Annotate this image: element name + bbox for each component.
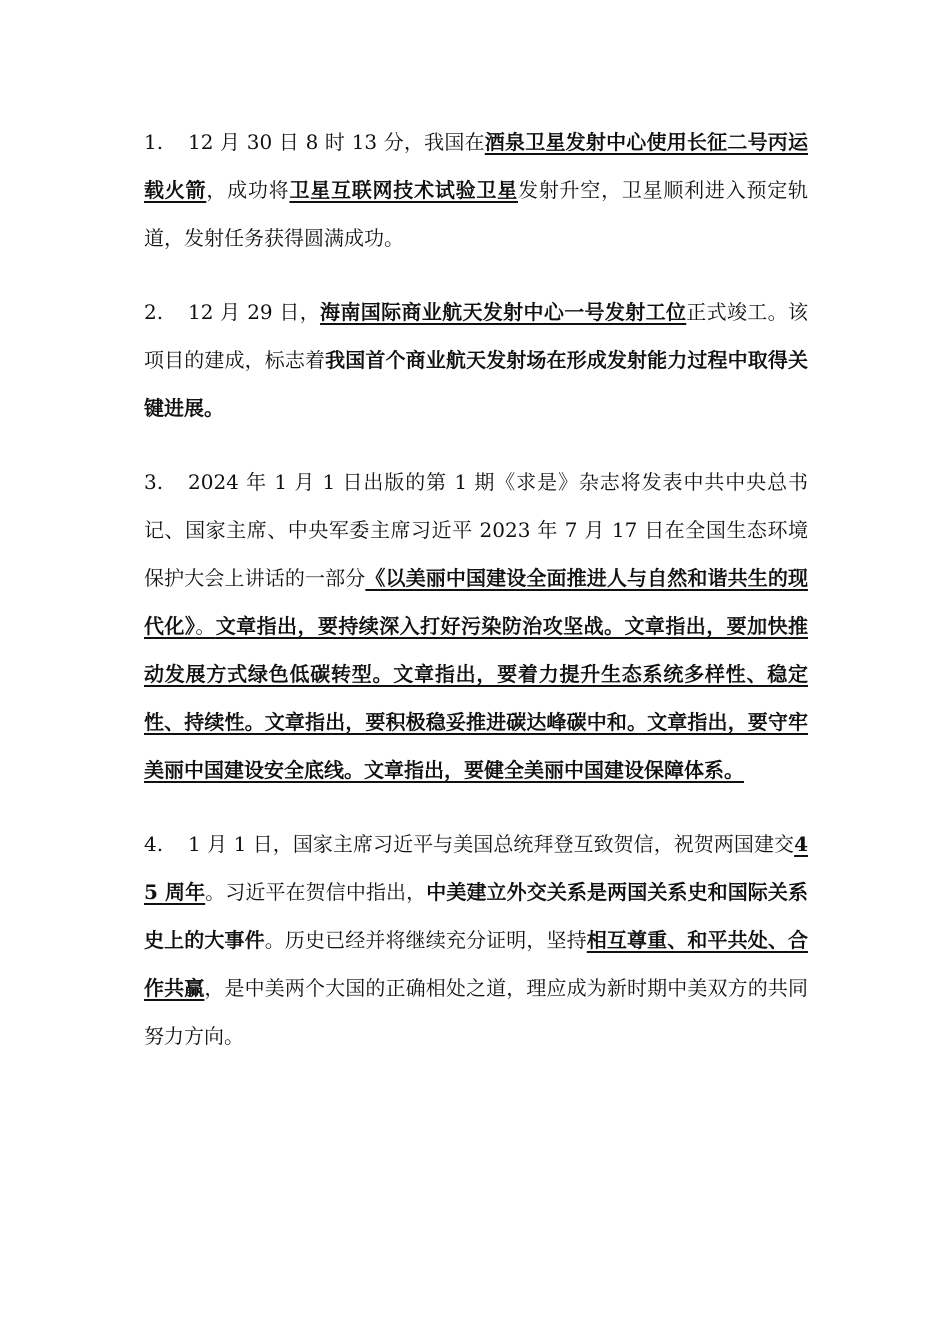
text-run: 1 月 1 日，国家主席习近平与美国总统拜登互致贺信，祝贺两国建交	[188, 832, 795, 856]
bold-run: 我国首个商业航天发射场在形成发射能力过程中取得关键进展。	[144, 348, 808, 420]
item-number: 2.	[144, 300, 164, 324]
highlight-run: 文章指出，要持续深入打好污染防治攻坚战。文章指出，要加快推动发展方式绿色低碳转型。文章指出，要着力提升生态系统多样性、稳定性、持续性。文章指出，要积极稳妥推进碳达峰碳中和。文章指出，要守牢美丽中国建设安全底线。文章指出，要健全美丽中国建设保障体系。	[144, 614, 808, 782]
text-run: 12 月 29 日，	[188, 300, 321, 324]
highlight-run: 《以美丽中国建设全面推进人与自然和谐共生的现代化》	[144, 566, 808, 638]
highlight-run: 酒泉卫星发射中心使用长征二号丙运载火箭	[144, 130, 809, 202]
highlight-run: 45 周年	[144, 832, 808, 904]
text-run: ，成功将	[206, 178, 290, 202]
bold-run: 中美建立外交关系是两国关系史和国际关系史上的大事件	[144, 880, 808, 952]
news-item-4	[144, 820, 808, 1060]
news-item-2	[144, 288, 808, 432]
document-page	[144, 118, 808, 1086]
text-run: 2024 年 1 月 1 日出版的第 1 期《求是》杂志将发表中共中央总书记、国家主席、中央军委主席习近平 2023 年 7 月 17 日在全国生态环境保护大会上讲话的一部分	[144, 470, 808, 590]
item-number: 4.	[144, 832, 164, 856]
item-number: 1.	[144, 130, 164, 154]
news-item-1	[144, 118, 808, 262]
text-run: 正式竣工。该项目的建成，标志着	[144, 300, 808, 372]
highlight-run: 卫星互联网技术试验卫星	[289, 178, 518, 202]
item-number: 3.	[144, 470, 164, 494]
text-run: 12 月 30 日 8 时 13 分，我国在	[188, 130, 485, 154]
highlight-run: 海南国际商业航天发射中心一号发射工位	[320, 300, 687, 324]
text-run: ，是中美两个大国的正确相处之道，理应成为新时期中美双方的共同努力方向。	[144, 976, 808, 1048]
text-run: 。历史已经并将继续充分证明，坚持	[264, 928, 587, 952]
underlined-run: 。	[195, 614, 216, 638]
text-run: 发射升空，卫星顺利进入预定轨道，发射任务获得圆满成功。	[144, 178, 809, 250]
text-run: 。习近平在贺信中指出，	[205, 880, 427, 904]
highlight-run: 相互尊重、和平共处、合作共赢	[144, 928, 808, 1000]
news-item-3	[144, 458, 808, 794]
